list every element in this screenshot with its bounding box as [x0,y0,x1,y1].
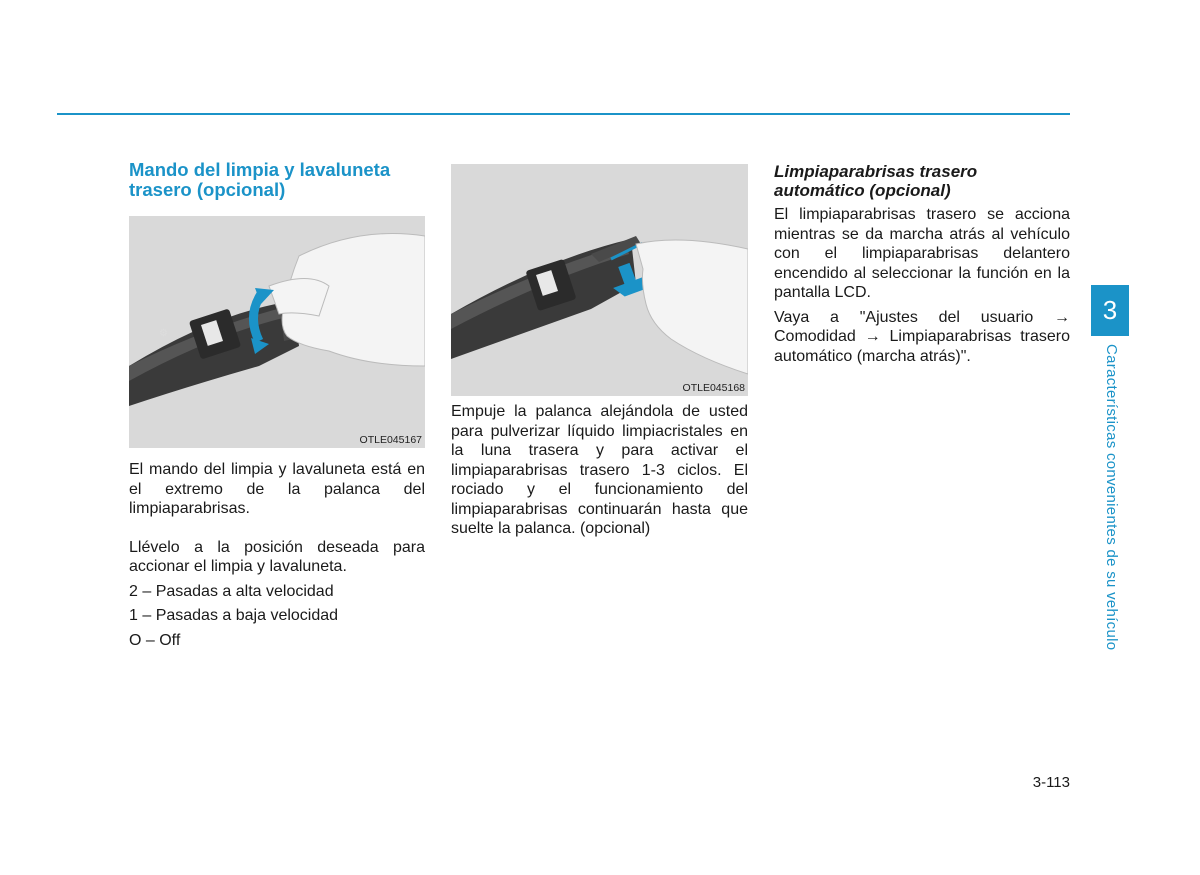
section-heading-auto-rear-wiper: Limpiaparabrisas trasero automático (opcional) [774,162,978,200]
paragraph-operate: Llévelo a la posición deseada para accionar el limpia y lavaluneta. [129,538,425,575]
paragraph-control-location: El mando del limpia y lavaluneta está en el extremo de la palanca del limpiaparabrisas. [129,461,425,517]
paragraph-auto-rear-wiper: El limpiaparabrisas trasero se acciona mientras se da marcha atrás al vehículo con el limpiaparabrisas delantero encendido al seleccionar la función en la pantalla LCD. [774,206,1070,301]
figure-wiper-lever-rotate [129,216,425,448]
list-item: 2 – Pasadas a alta velocidad [129,582,334,600]
list-item: O – Off [129,631,181,649]
figure-wiper-lever-push [451,164,748,396]
header-rule [57,113,1070,115]
column-left [129,160,425,650]
wiper-lever-push-illustration [451,164,748,396]
figure-code: OTLE045167 [359,434,422,446]
svg-text:⚙: ⚙ [159,328,168,339]
column-middle [451,160,748,539]
column-right [774,160,1070,366]
wiper-lever-rotate-illustration [129,216,425,448]
page-number: 3-113 [1032,774,1070,791]
paragraph-washer-operation: Empuje la palanca alejándola de usted para pulverizar líquido limpiacristales en la luna trasera y para activar el limpiaparabrisas trasero 1-3 ciclos. El rociado y el funcionamiento del limpiaparabrisas continuarán hasta que suelte la palanca. (opcional) [451,403,748,537]
chapter-title: Características convenientes de su vehículo [1103,344,1120,651]
list-item: 1 – Pasadas a baja velocidad [129,607,339,624]
chapter-number-tab: 3 [1091,285,1129,336]
figure-code: OTLE045168 [682,382,745,394]
section-heading-rear-wiper-control: Mando del limpia y lavaluneta trasero (opcional) [129,159,391,200]
paragraph-settings-path: Vaya a "Ajustes del usuario → Comodidad → Limpiaparabrisas trasero automático (marcha atrás)". [774,308,1070,365]
